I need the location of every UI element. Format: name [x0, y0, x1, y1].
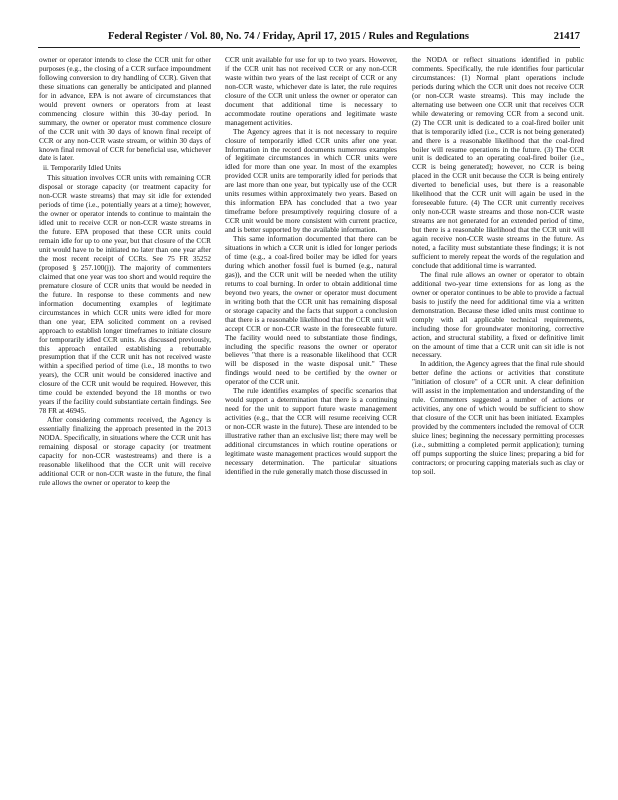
text-column-3	[412, 56, 584, 772]
paragraph: This situation involves CCR units with remaining CCR disposal or storage capacity (or treatment capacity for non-CCR waste streams) that may sit idle for extended periods of time (i.e., potentially years at a time); however, the owner or operator intends to continue to maintain the idled unit to receive CCR or non-CCR waste streams in the future. EPA proposed that these CCR units could remain idle for up to one year, but that closure of the CCR unit would have to be initiated no later than one year after the most recent receipt of CCRs. See 75 FR 35252 (proposed § 257.100(j)). The majority of commenters claimed that one year was too short and would require the premature closure of CCR units that would be needed in the future. In response to these comments and new information documenting examples of legitimate circumstances in which CCR units were idled for more than one year, EPA solicited comment on a revised approach to establish longer timeframes to initiate closure for temporarily idled CCR units. As discussed previously, this approach entailed establishing a rebuttable presumption that if the CCR unit has not received waste within a specified period of time (i.e., 18 months to two years), the CCR unit would be considered inactive and closure of the CCR unit would be required. However, this time could be extended beyond the 18 months or two years if the facility could substantiate certain findings. See 78 FR at 46945.	[39, 173, 211, 416]
paragraph: In addition, the Agency agrees that the final rule should better define the actions or activities that constitute "initiation of closure" of a CCR unit. A clear definition will assist in the implementation and understanding of the rule. Commenters suggested a number of actions or activities, any one of which would be sufficient to show that closure of the CCR unit has been initiated. Examples provided by the commenters included the removal of CCR sluice lines; beginning the necessary permitting processes (i.e., submitting a completed permit application); turning off pumps supporting the sluice lines; preparing a bid for contractors; or procuring capping materials such as clay or top soil.	[412, 359, 584, 476]
page-header	[38, 31, 580, 47]
paragraph: The rule identifies examples of specific scenarios that would support a determination that there is a continuing need for the unit to support future waste management activities (e.g., that the CCR will resume receiving CCR or non-CCR waste in the future). These are intended to be illustrative rather than an exclusive list; there may well be additional circumstances in which routine operations or legitimate waste management practices would support the necessary determination. The particular situations identified in the rule generally match those discussed in	[225, 386, 397, 476]
paragraph: After considering comments received, the Agency is essentially finalizing the approach presented in the 2013 NODA. Specifically, in situations where the CCR unit has remaining disposal or storage capacity (or treatment capacity for non-CCR wastestreams) and there is a reasonable likelihood that the CCR unit will receive additional CCR or non-CCR waste in the future, the final rule allows the owner or operator to keep the	[39, 415, 211, 487]
page-number: 21417	[553, 31, 580, 42]
paragraph: CCR unit available for use for up to two years. However, if the CCR unit has not received CCR or any non-CCR waste within two years of the last receipt of CCR or any non-CCR waste, whichever date is later, the rule requires closure of the CCR unit unless the owner or operator can document that additional time is necessary to accommodate routine operations and legitimate waste management activities.	[225, 56, 397, 127]
text-column-2	[225, 56, 397, 772]
section-subheading: ii. Temporarily Idled Units	[43, 163, 121, 173]
paragraph: the NODA or reflect situations identified in public comments. Specifically, the rule identifies four particular circumstances: (1) Normal plant operations include periods during which the CCR unit does not receive CCR (or non-CCR waste streams). This may include the alternating use between one CCR unit that receives CCR while dewatering or removing CCR from a second unit. (2) The CCR unit is dedicated to a coal-fired boiler unit that is temporarily idled (i.e., CCR is not being generated) and there is a reasonable likelihood that the coal-fired boiler will resume operations in the future. (3) The CCR unit is dedicated to an operating coal-fired boiler (i.e., CCR is being generated); however, no CCR is being placed in the CCR unit because the CCR is being entirely diverted to beneficial uses, but there is a reasonable likelihood that the CCR unit will again be used in the foreseeable future. (4) The CCR unit currently receives only non-CCR waste streams and those non-CCR waste streams are not generated for an extended period of time, but there is a reasonable likelihood that the CCR unit will again receive non-CCR waste streams in the future. As noted, a facility must substantiate these findings; it is not sufficient to merely repeat the words of the regulation and conclude that additional time is warranted.	[412, 56, 584, 270]
paragraph: owner or operator intends to close the CCR unit for other purposes (e.g., the closing of a CCR surface impoundment following conversion to dry handling of CCR). Given that these situations can generally be anticipated and planned for in advance, EPA is not aware of circumstances that would prevent owners or operators from at least commencing closure within this 30-day period. In summary, the owner or operator must commence closure of the CCR unit with 30 days of known final receipt of CCR or any non-CCR waste stream, or within 30 days of known final removal of CCR for beneficial use, whichever date is later.	[39, 56, 211, 163]
text-column-1	[39, 56, 211, 772]
paragraph: The final rule allows an owner or operator to obtain additional two-year time extensions for as long as the owner or operator continues to be able to provide a factual basis to justify the need for additional time via a written demonstration. Because these idled units must continue to comply with all applicable technical requirements, including those for groundwater monitoring, corrective action, and structural stability, a fixed or definitive limit on the amount of time that a CCR unit can sit idle is not necessary.	[412, 269, 584, 360]
header-rule	[38, 47, 580, 48]
publication-line: Federal Register / Vol. 80, No. 74 / Friday, April 17, 2015 / Rules and Regulations	[108, 31, 469, 42]
paragraph: This same information documented that there can be situations in which a CCR unit is idled for longer periods of time (e.g., a coal-fired boiler may be idled for years during which another fossil fuel is burned (e.g., natural gas)), and the CCR unit will be needed when the utility returns to coal burning. In order to obtain additional time beyond two years, the owner or operator must document in writing both that the CCR unit has remaining disposal or storage capacity and the facts that support a conclusion that there is a reasonable likelihood that the CCR unit will accept CCR or non-CCR waste in the foreseeable future. The facility would need to substantiate those findings, including the specific reasons the owner or operator believes "that there is a reasonable likelihood that CCR will be disposed in the waste disposal unit." These findings would need to be certified by the owner or operator of the CCR unit.	[225, 234, 397, 387]
paragraph: The Agency agrees that it is not necessary to require closure of temporarily idled CCR units after one year. Information in the record documents numerous examples of legitimate circumstances in which CCR units were idled for more than one year. In most of the examples provided CCR units are temporarily idled for periods that are last more than one year, but typically use of the CCR units resumes within approximately two years. Based on this information EPA has concluded that a two year timeframe before presumptively requiring closure of a CCR unit would be more consistent with current practice, and is better supported by the available information.	[225, 126, 397, 235]
